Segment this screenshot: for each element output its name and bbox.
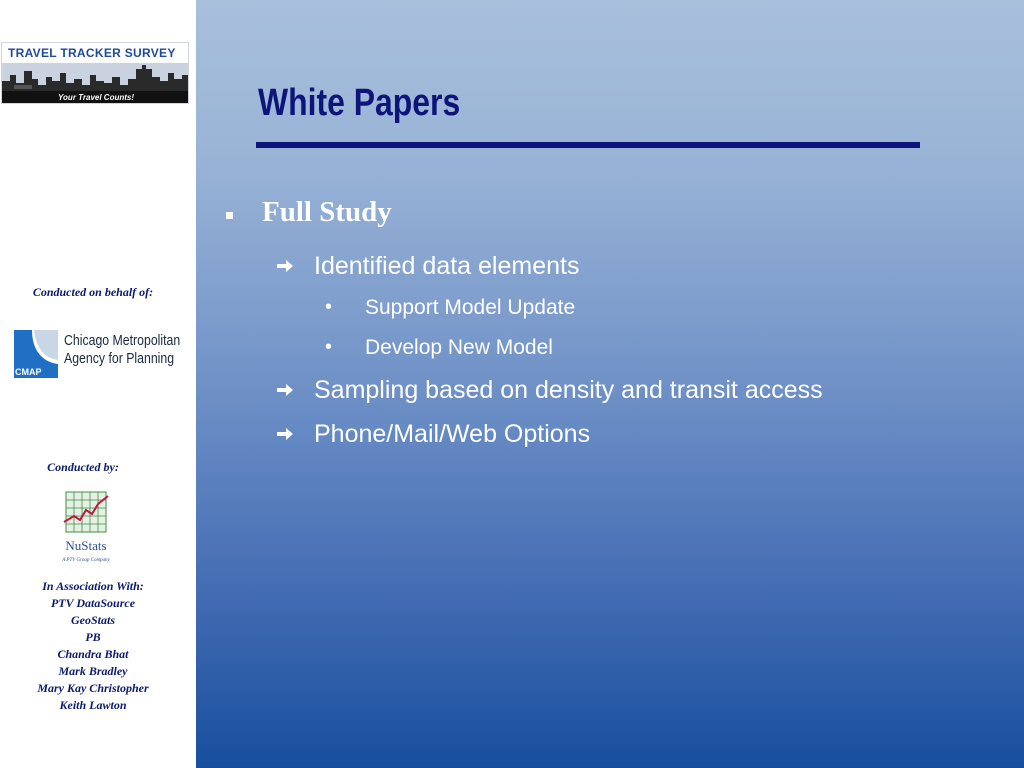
cmap-name-line1: Chicago Metropolitan (64, 332, 181, 349)
sub-sub-bullet-text: Develop New Model (365, 336, 553, 359)
dot-bullet-icon: • (325, 336, 333, 358)
city-skyline-icon (2, 63, 189, 91)
association-item: Keith Lawton (59, 698, 127, 712)
cmap-mark-text: CMAP (15, 367, 42, 377)
association-item: Mary Kay Christopher (37, 681, 149, 695)
association-item: GeoStats (70, 613, 115, 627)
slide-title: White Papers (258, 82, 461, 124)
arrow-right-icon (276, 383, 294, 397)
conducted-by-label: Conducted by: (47, 460, 119, 474)
travel-tracker-logo-title: TRAVEL TRACKER SURVEY (8, 46, 176, 60)
conducted-on-behalf-label: Conducted on behalf of: (32, 285, 154, 299)
sub-bullet-text: Sampling based on density and transit access (314, 376, 823, 404)
travel-tracker-tagline: Your Travel Counts! (58, 93, 135, 102)
cmap-logo (14, 330, 190, 378)
growth-chart-icon (62, 488, 110, 536)
nustats-name: NuStats (65, 538, 107, 553)
arrow-right-icon (276, 427, 294, 441)
dot-bullet-icon: • (325, 296, 333, 318)
nustats-logo (56, 488, 116, 568)
nustats-subtitle: A PTV Group Company (62, 558, 110, 563)
sub-sub-bullet-text: Support Model Update (365, 296, 576, 319)
sub-bullet-text: Identified data elements (314, 252, 580, 280)
title-underline (256, 142, 920, 148)
travel-tracker-logo (1, 42, 189, 104)
association-item: PB (85, 630, 101, 644)
arrow-right-icon (276, 259, 294, 273)
association-heading: In Association With: (42, 579, 144, 593)
association-item: PTV DataSource (50, 596, 136, 610)
cmap-name-line2: Agency for Planning (64, 350, 175, 367)
sidebar (0, 0, 196, 768)
association-item: Chandra Bhat (57, 647, 129, 661)
slide-content (196, 0, 1024, 768)
square-bullet-icon (226, 212, 233, 219)
association-list (0, 578, 186, 714)
association-item: Mark Bradley (58, 664, 128, 678)
bullet-full-study-text: Full Study (262, 196, 392, 228)
cmap-name (64, 332, 181, 368)
sub-bullet-text: Phone/Mail/Web Options (314, 420, 591, 448)
